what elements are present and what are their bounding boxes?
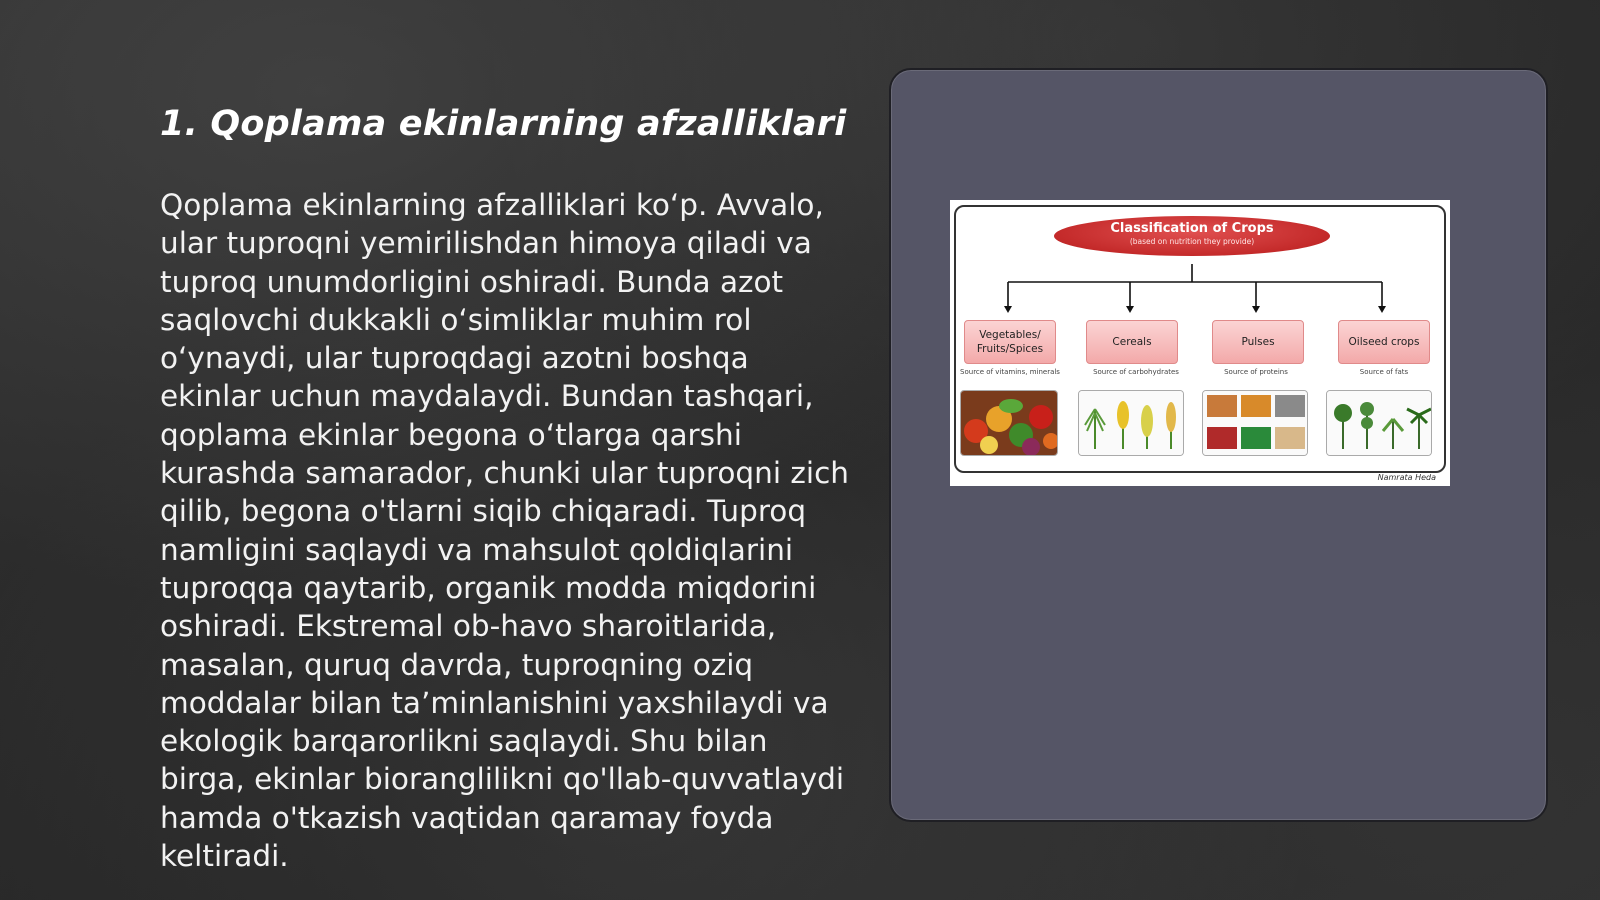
slide-body-text: Qoplama ekinlarning afzalliklari ko‘p. Avvalo, ular tuproqni yemirilishdan himoya qiladi va tuproq unumdorligini oshiradi. Bunda azot saqlovchi dukkakli o‘simliklar muhim rol o‘ynaydi, ular tuproqdagi azotni boshqa ekinlar uchun maydalaydi. Bundan tashqari, qoplama ekinlar begona o‘tlarga qarshi kurashda samarador, chunki ular tuproqni zich qilib, begona o'tlarni siqib chiqaradi. Tuproq namligini saqlaydi va mahsulot qoldiqlarini tuproqqa qaytarib, organik modda miqdorini oshiradi. Ekstremal ob-havo sharoitlarida, masalan, quruq davrda, tuproqning oziq moddalar bilan ta’minlanishini yaxshilaydi va ekologik barqarorlikni saqlaydi. Shu bilan birga, ekinlar bioranglilikni qo'llab-quvvatlaydi hamda o'tkazish vaqtidan qaramay foyda keltiradi.	[160, 188, 850, 874]
category-source: Source of fats	[1359, 368, 1409, 376]
category-source: Source of proteins	[1224, 368, 1288, 376]
category-label: Pulses	[1241, 336, 1275, 348]
category-label: Cereals	[1112, 336, 1152, 348]
category-label: Vegetables/ Fruits/Spices	[976, 329, 1044, 355]
pulses-photo	[1202, 390, 1308, 456]
category-cereals	[1086, 320, 1178, 364]
oilseed-photo	[1326, 390, 1432, 456]
figure-author: Namrata Heda	[1377, 473, 1436, 482]
slide-title: 1. Qoplama ekinlarning afzalliklari	[160, 104, 847, 144]
vegetables-photo	[960, 390, 1058, 456]
category-vegetables	[964, 320, 1056, 364]
category-source: Source of carbohydrates	[1093, 368, 1179, 376]
figure-title: Classification of Crops	[1110, 221, 1274, 236]
figure-subtitle: (based on nutrition they provide)	[1129, 237, 1255, 246]
crop-classification-figure	[950, 200, 1450, 486]
classification-title-oval	[1054, 216, 1330, 256]
category-pulses	[1212, 320, 1304, 364]
category-source: Source of vitamins, minerals	[960, 368, 1060, 376]
cereals-photo	[1078, 390, 1184, 456]
category-oilseed	[1338, 320, 1430, 364]
category-label: Oilseed crops	[1348, 336, 1420, 348]
